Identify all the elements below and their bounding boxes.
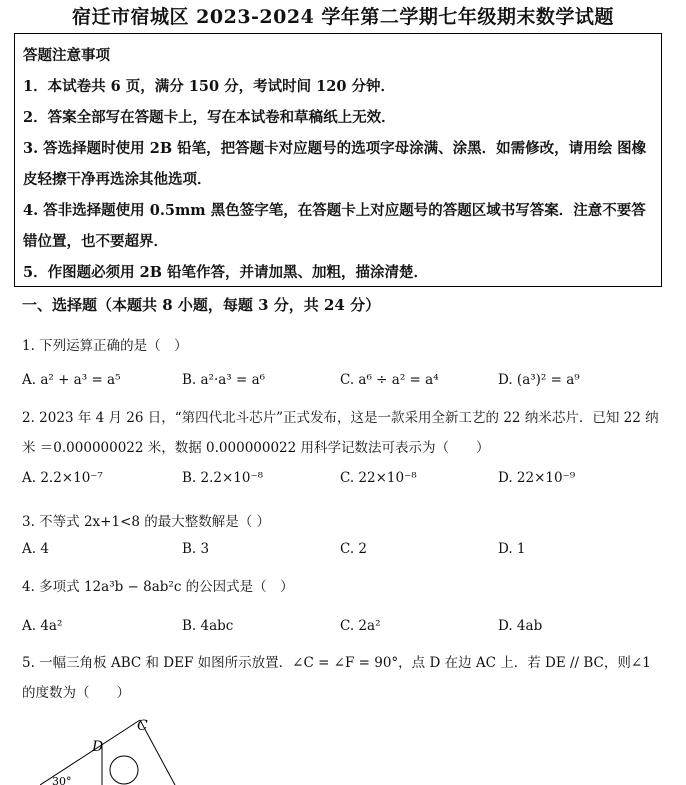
q4-option-b: B. 4abc — [182, 618, 234, 634]
q4-option-a: A. 4a² — [22, 618, 63, 634]
section-title: 一、选择题（本题共 8 小题，每题 3 分，共 24 分） — [22, 296, 381, 314]
notice-heading: 答题注意事项 — [23, 47, 110, 64]
notice-box — [14, 33, 662, 287]
question-1-stem: 1. 下列运算正确的是（ ） — [22, 338, 188, 354]
q3-option-c: C. 2 — [340, 541, 368, 557]
q2-option-c: C. 22×10⁻⁸ — [340, 470, 417, 486]
question-5-stem: 5. 一幅三角板 ABC 和 DEF 如图所示放置．∠C = ∠F = 90°，点 D 在边 AC 上．若 DE // BC，则∠1 的度数为（ ） — [22, 655, 651, 701]
q2-option-b: B. 2.2×10⁻⁸ — [182, 470, 263, 486]
notice-item: 5．作图题必须用 2B 铅笔作答，并请加黑、加粗，描涂清楚． — [23, 264, 429, 281]
q2-option-a: A. 2.2×10⁻⁷ — [22, 470, 103, 486]
label-30: 30° — [52, 775, 72, 785]
q2-option-d: D. 22×10⁻⁹ — [498, 470, 576, 486]
triangle-figure — [40, 712, 190, 785]
notice-item: 2．答案全部写在答题卡上，写在本试卷和草稿纸上无效． — [23, 109, 396, 126]
q1-option-b: B. a²·a³ = a⁶ — [182, 372, 266, 388]
q1-option-d: D. (a³)² = a⁹ — [498, 372, 580, 388]
notice-item: 4. 答非选择题使用 0.5mm 黑色签字笔，在答题卡上对应题号的答题区域书写答案．注意不要答错位置，也不要超界． — [23, 202, 646, 250]
exam-title: 宿迁市宿城区 2023-2024 学年第二学期七年级期末数学试题 — [72, 6, 614, 28]
q4-option-c: C. 2a² — [340, 618, 381, 634]
q3-option-d: D. 1 — [498, 541, 526, 557]
q3-option-b: B. 3 — [182, 541, 210, 557]
label-d: D — [92, 739, 104, 755]
q4-option-d: D. 4ab — [498, 618, 543, 634]
q1-option-a: A. a² + a³ = a⁵ — [22, 372, 121, 388]
notice-item: 3. 答选择题时使用 2B 铅笔，把答题卡对应题号的选项字母涂满、涂黑．如需修改，请用绘 图橡皮轻擦干净再选涂其他选项． — [23, 140, 647, 188]
q1-option-c: C. a⁶ ÷ a² = a⁴ — [340, 372, 439, 388]
question-4-stem: 4. 多项式 12a³b − 8ab²c 的公因式是（ ） — [22, 579, 294, 595]
label-c: C — [137, 718, 148, 734]
q3-option-a: A. 4 — [22, 541, 49, 557]
question-3-stem: 3. 不等式 2x+1<8 的最大整数解是（ ） — [22, 514, 271, 530]
question-2-stem: 2. 2023 年 4 月 26 日，“第四代北斗芯片”正式发布，这是一款采用全新工艺的 22 纳米芯片．已知 22 纳米 ＝0.000000022 米，数据 0.000000022 用科学记数法可表示为（ ） — [22, 410, 659, 456]
notice-item: 1．本试卷共 6 页，满分 150 分，考试时间 120 分钟． — [23, 78, 395, 95]
circle-mark — [110, 756, 138, 784]
